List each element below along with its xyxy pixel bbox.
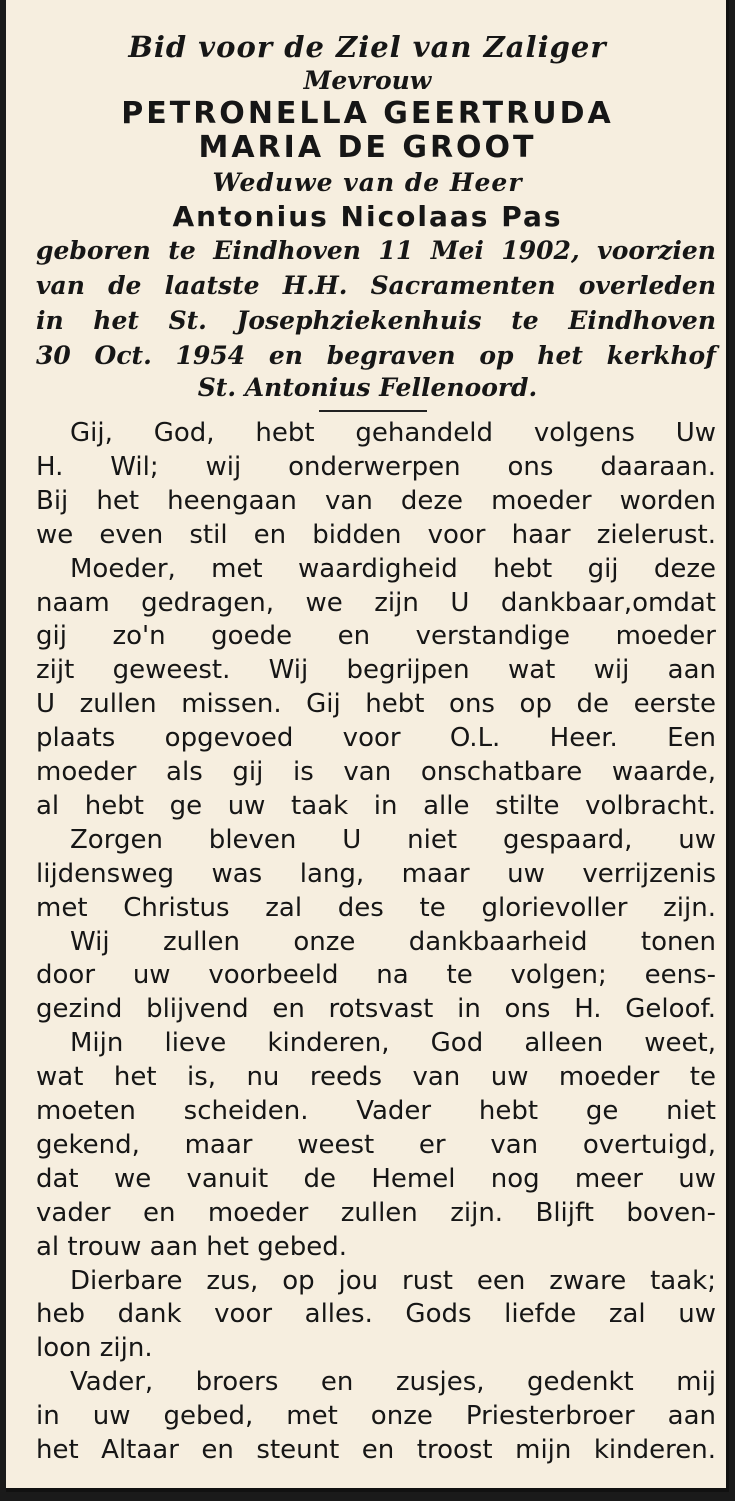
body-line: Dierbare zus, op jou rust een zware taak;	[70, 1265, 716, 1296]
body-line: al trouw aan het gebed.	[36, 1231, 347, 1262]
prayer-heading: Bid voor de Ziel van Zaliger	[128, 30, 607, 64]
husband-name: Antonius Nicolaas Pas	[172, 200, 563, 233]
body-line: plaats opgevoed voor O.L. Heer. Een	[36, 723, 716, 754]
body-line: met Christus zal des te glorievoller zijn.	[36, 892, 716, 923]
body-line: dat we vanuit de Hemel nog meer uw	[36, 1163, 716, 1194]
body-line: wat het is, nu reeds van uw moeder te	[36, 1062, 716, 1093]
body-line: gij zo'n goede en verstandige moeder	[36, 621, 716, 652]
body-line: Zorgen bleven U niet gespaard, uw	[70, 824, 716, 855]
intro-line: 30 Oct. 1954 en begraven op het kerkhof	[36, 341, 716, 370]
body-line: loon zijn.	[36, 1333, 153, 1364]
deceased-name-line2: MARIA DE GROOT	[198, 130, 537, 165]
body-line: gezind blijvend en rotsvast in ons H. Geloof.	[36, 994, 716, 1025]
body-line: door uw voorbeeld na te volgen; eens-	[36, 960, 716, 991]
memorial-card	[6, 0, 729, 1492]
body-line: gekend, maar weest er van overtuigd,	[36, 1129, 716, 1160]
intro-line: van de laatste H.H. Sacramenten overleden	[36, 271, 716, 300]
body-line: vader en moeder zullen zijn. Blijft boven-	[36, 1197, 716, 1228]
deceased-name-line1: PETRONELLA GEERTRUDA	[121, 96, 614, 131]
body-line: naam gedragen, we zijn U dankbaar,omdat	[36, 587, 716, 618]
body-line: moeder als gij is van onschatbare waarde,	[36, 757, 716, 787]
body-line: al hebt ge uw taak in alle stilte volbracht.	[36, 790, 716, 821]
body-line: heb dank voor alles. Gods liefde zal uw	[36, 1299, 716, 1330]
body-line: Gij, God, hebt gehandeld volgens Uw	[70, 418, 716, 448]
body-line: Moeder, met waardigheid hebt gij deze	[70, 553, 716, 584]
intro-line: geboren te Eindhoven 11 Mei 1902, voorzien	[36, 236, 716, 265]
widow-of-line: Weduwe van de Heer	[212, 168, 523, 197]
body-line: Mijn lieve kinderen, God alleen weet,	[70, 1028, 716, 1059]
body-line: Bij het heengaan van deze moeder worden	[36, 485, 716, 516]
title-mevrouw: Mevrouw	[303, 66, 432, 95]
intro-line: St. Antonius Fellenoord.	[197, 373, 538, 402]
body-line: Wij zullen onze dankbaarheid tonen	[70, 926, 716, 957]
divider	[319, 410, 427, 412]
intro-line: in het St. Josephziekenhuis te Eindhoven	[36, 306, 716, 335]
body-line: U zullen missen. Gij hebt ons op de eerste	[36, 689, 716, 720]
body-line: in uw gebed, met onze Priesterbroer aan	[36, 1401, 716, 1432]
body-line: we even stil en bidden voor haar zielerust.	[36, 519, 716, 550]
body-line: zijt geweest. Wij begrijpen wat wij aan	[36, 655, 716, 686]
body-line: moeten scheiden. Vader hebt ge niet	[36, 1096, 716, 1126]
body-line: lijdensweg was lang, maar uw verrijzenis	[36, 858, 716, 889]
body-line: het Altaar en steunt en troost mijn kinderen.	[36, 1435, 716, 1465]
body-line: H. Wil; wij onderwerpen ons daaraan.	[36, 451, 716, 482]
body-line: Vader, broers en zusjes, gedenkt mij	[70, 1367, 716, 1398]
